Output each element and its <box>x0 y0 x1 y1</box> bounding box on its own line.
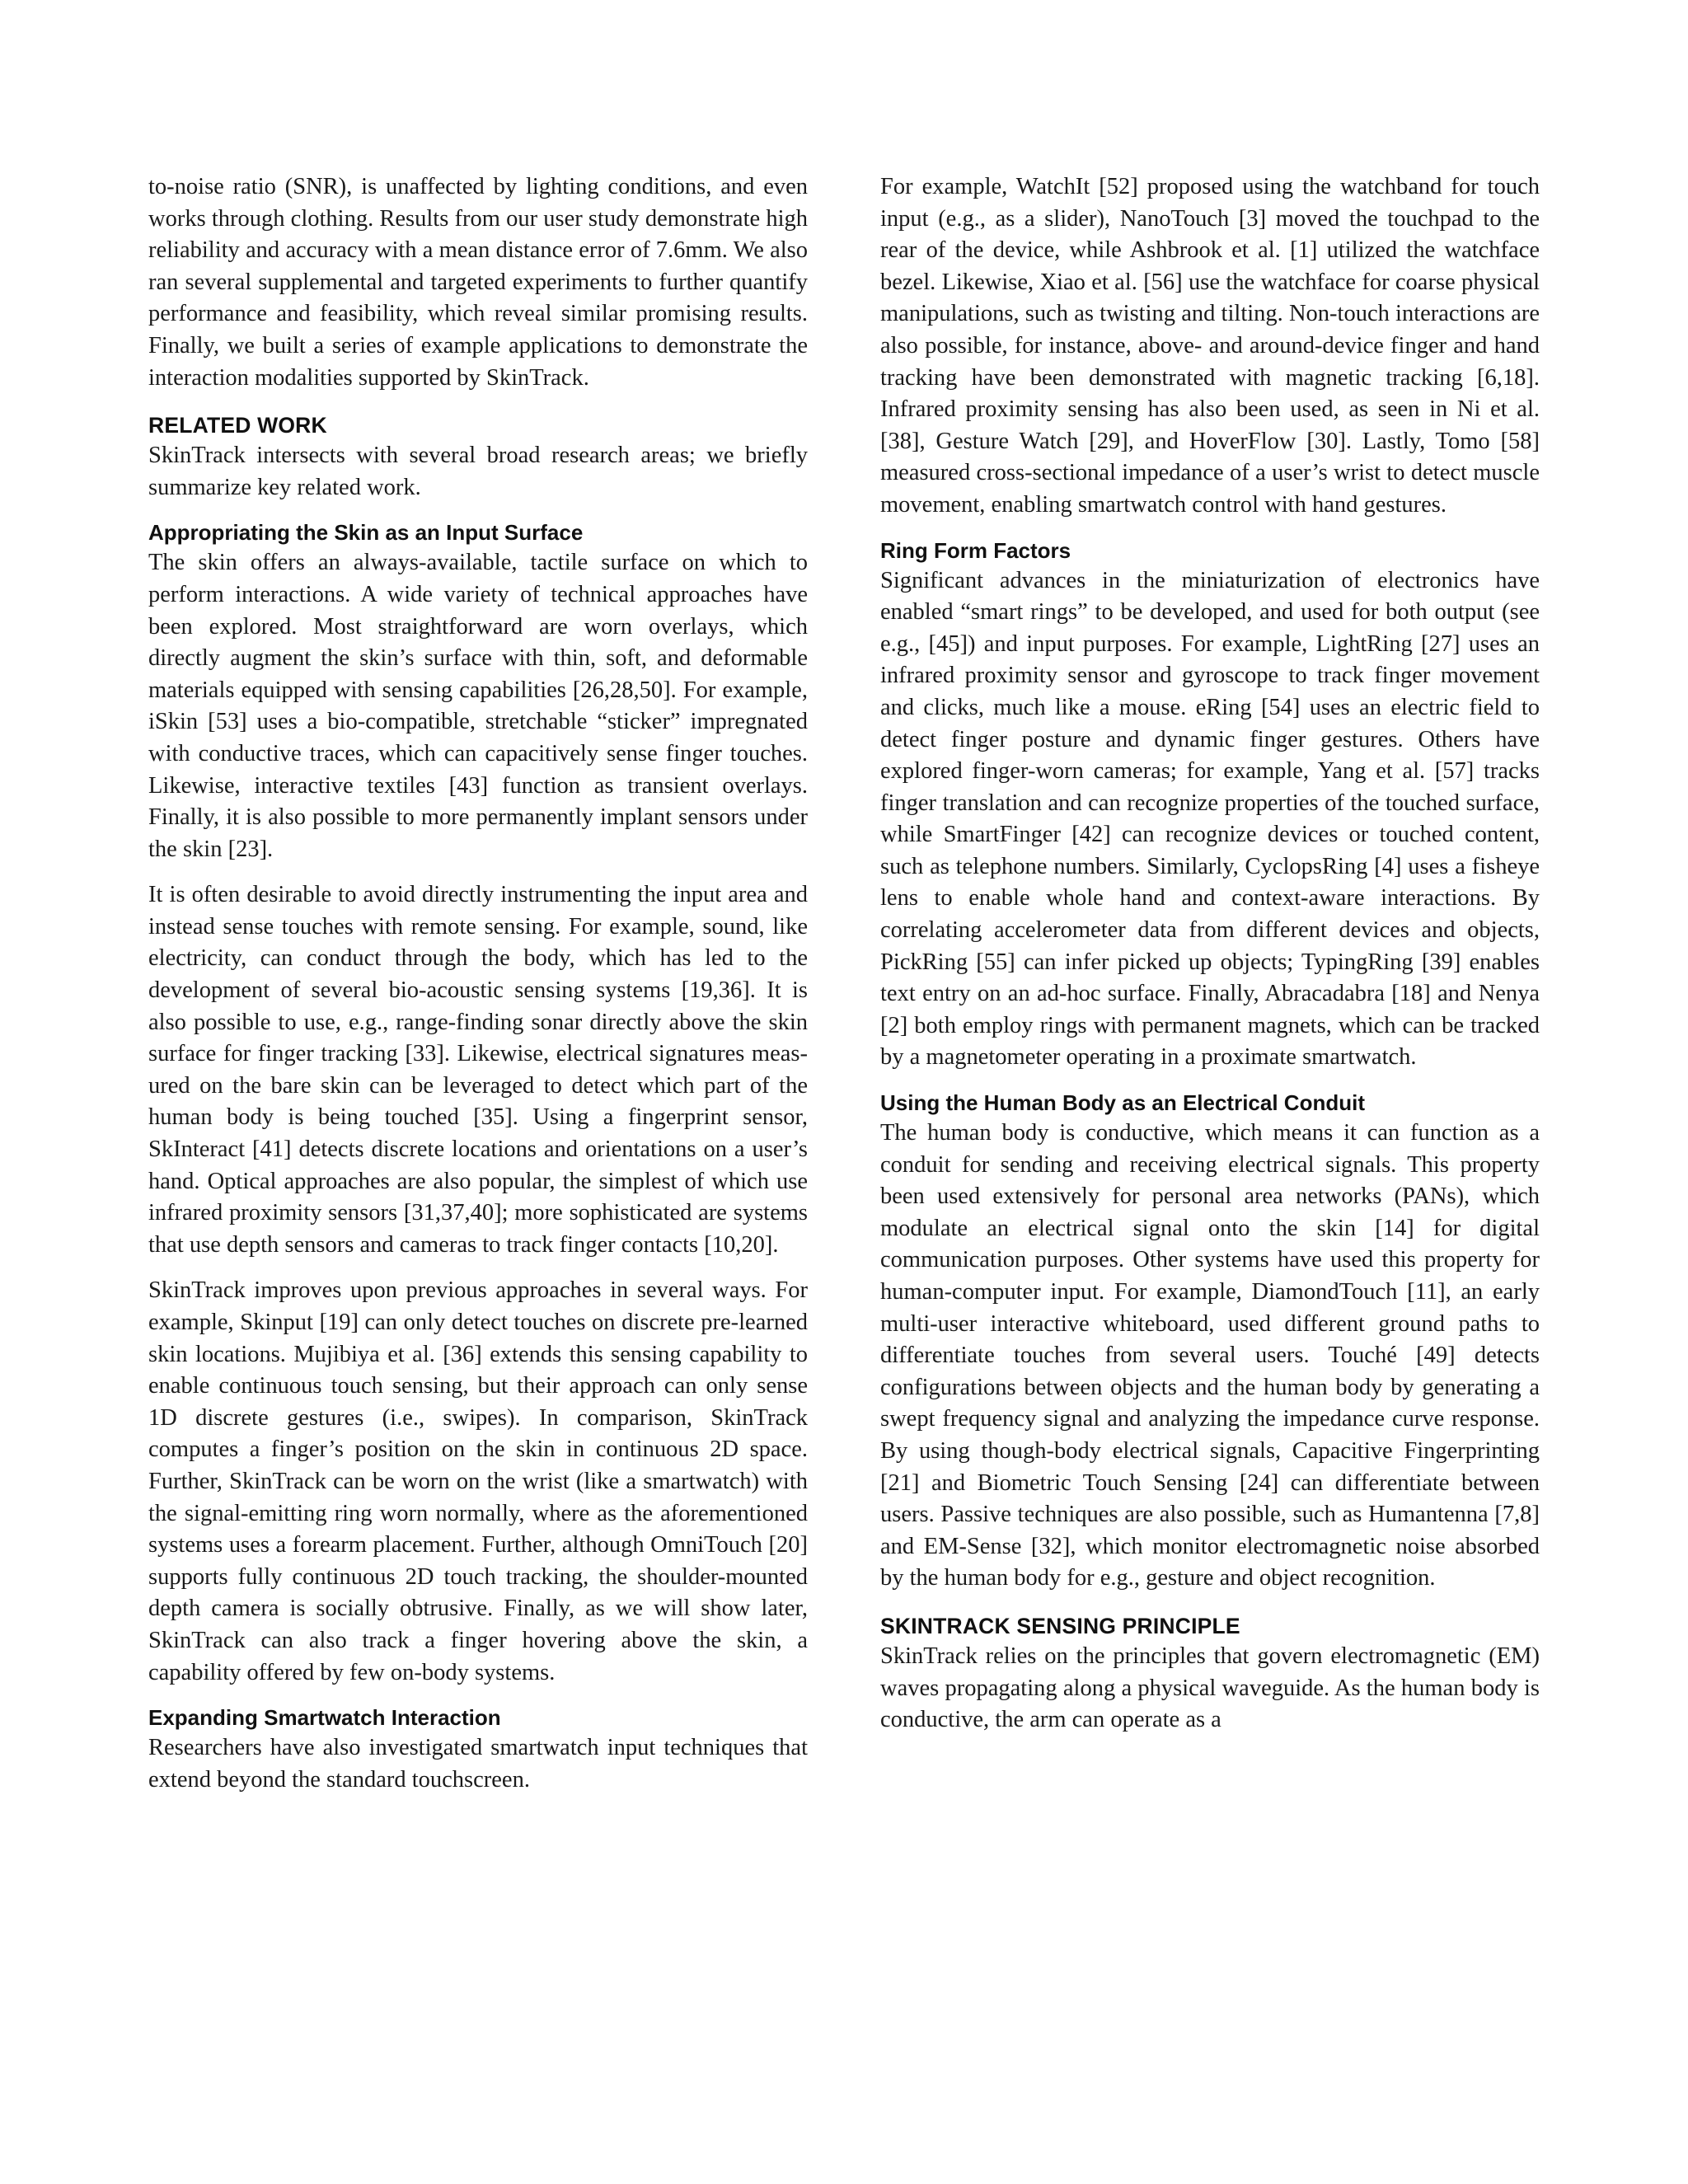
related-work-intro-paragraph: SkinTrack intersects with several broad research areas; we briefly summarize key related work. <box>148 443 808 500</box>
section-heading-related-work: RELATED WORK <box>148 413 327 438</box>
subsection-heading-electrical-conduit: Using the Human Body as an Electrical Conduit <box>880 1090 1365 1116</box>
subsection-heading-skin-input: Appropriating the Skin as an Input Surface <box>148 520 584 546</box>
left-column <box>148 171 808 1796</box>
ring-paragraph: Significant advances in the miniaturization of electronics have enabled “smart rings” to be developed, and used for both output (see e.g., [45]) and input purposes. For example, LightRing [27] uses an infrared proximity sensor and gyroscope to track finger movement and clicks, much like a mouse. eRing [54] uses an electric field to detect finger posture and dynamic finger gestures. Others have explored finger-worn cameras; for example, Yang et al. [57] tracks finger translation and can recognize properties of the touched surface, while SmartFinger [42] can recognize devices or touched content, such as telephone numbers. Similarly, CyclopsRing [4] uses a fisheye lens to enable whole hand and context-aware interactions. By correlating accelerometer data from different devices and objects, PickRing [55] can infer picked up objects; TypingRing [39] enables text entry on an ad-hoc surface. Finally, Abracadabra [18] and Nenya [2] both employ rings with permanent magnets, which can be tracked by a magnetometer operating in a proximate smartwatch. <box>880 567 1540 1071</box>
skin-input-paragraph-2: It is often desirable to avoid directly instrumenting the input area and instead sense touches with remote sensing. For example, sound, like electricity, can conduct through the body, which has led to the development of several bio-acoustic sensing systems [19,36]. It is also possible to use, e.g., range-finding sonar directly above the skin surface for finger tracking [33]. Likewise, electrical signatures measured on the bare skin can be leveraged to detect which part of the human body is being touched [35]. Using a fingerprint sensor, SkInteract [41] detects discrete locations and orientations on a user’s hand. Optical approaches are also popular, the simplest of which use infrared proximity sensors [31,37,40]; more sophisticated are systems that use depth sensors and cameras to track finger contacts [10,20]. <box>148 882 808 1258</box>
section-heading-sensing-principle: SKINTRACK SENSING PRINCIPLE <box>880 1613 1240 1638</box>
sensing-principle-paragraph-start: SkinTrack relies on the principles that govern electromagnetic (EM) waves propagating along a physical waveguide. As the human body is conductive, the arm can operate as a <box>880 1643 1540 1733</box>
conduit-paragraph: The human body is conductive, which means it can function as a conduit for sending and receiving electrical signals. This property been used extensively for personal area networks (PANs), which modulate an electrical signal onto the skin [14] for digital communication purposes. Other systems have used this property for human-computer input. For example, DiamondTouch [11], an early multi-user interactive whiteboard, used different ground paths to differentiate touches from several users. Touché [49] detects configurations between objects and the human body by generating a swept frequency signal and analyzing the impedance curve response. By using though-body electrical signals, Capacitive Fingerprinting [21] and Biometric Touch Sensing [24] can differentiate between users. Passive techniques are also possible, such as Humantenna [7,8] and EM-Sense [32], which monitor electromagnetic noise absorbed by the human body for e.g., gesture and object recognition. <box>880 1120 1540 1591</box>
skin-input-paragraph-1: The skin offers an always-available, tactile surface on which to perform interactions. A wide variety of technical approaches have been explored. Most straightforward are worn overlays, which directly augment the skin’s surface with thin, soft, and deformable materials equipped with sensing capabilities [26,28,50]. For example, iSkin [53] uses a bio-compatible, stretchable “sticker” impregnated with conductive traces, which can capacitively sense finger touches. Likewise, interactive textiles [43] function as transient overlays. Finally, it is also possible to more permanently implant sensors under the skin [23]. <box>148 550 808 862</box>
right-column <box>880 171 1540 1736</box>
intro-continuation-paragraph: to-noise ratio (SNR), is unaffected by lighting conditions, and even works through clothing. Results from our user study demonstrate high reliability and accuracy with a mean distance error of 7.6mm. We also ran several supplemental and targeted experiments to further quantify performance and feasibility, which reveal similar promising results. Finally, we built a series of example applications to demonstrate the interaction modalities supported by SkinTrack. <box>148 174 808 391</box>
subsection-heading-smartwatch: Expanding Smartwatch Interaction <box>148 1705 501 1731</box>
subsection-heading-ring-form-factors: Ring Form Factors <box>880 537 1071 563</box>
smartwatch-paragraph-start: Researchers have also investigated smartwatch input techniques that extend beyond the standard touchscreen. <box>148 1735 808 1793</box>
smartwatch-paragraph-continuation: For example, WatchIt [52] proposed using the watchband for touch input (e.g., as a slider), NanoTouch [3] moved the touchpad to the rear of the device, while Ashbrook et al. [1] utilized the watchface bezel. Likewise, Xiao et al. [56] use the watchface for coarse physical manipulations, such as twisting and tilting. Non-touch interactions are also possible, for instance, above- and around-device finger and hand tracking have been demonstrated with magnetic tracking [6,18]. Infrared proximity sensing has also been used, as seen in Ni et al. [38], Gesture Watch [29], and HoverFlow [30]. Lastly, Tomo [58] measured cross-sectional impedance of a user’s wrist to detect muscle movement, enabling smartwatch control with hand gestures. <box>880 174 1540 518</box>
skin-input-paragraph-3: SkinTrack improves upon previous approaches in several ways. For example, Skinput [19] can only detect touches on discrete pre-learned skin locations. Mujibiya et al. [36] extends this sensing capability to enable continuous touch sensing, but their approach can only sense 1D discrete gestures (i.e., swipes). In comparison, SkinTrack computes a finger’s position on the skin in continuous 2D space. Further, SkinTrack can be worn on the wrist (like a smartwatch) with the signal-emitting ring worn normally, where as the aforementioned systems uses a forearm placement. Further, although OmniTouch [20] supports fully continuous 2D touch tracking, the shoulder-mounted depth camera is socially obtrusive. Finally, as we will show later, SkinTrack can also track a finger hovering above the skin, a capability offered by few on-body systems. <box>148 1277 808 1685</box>
